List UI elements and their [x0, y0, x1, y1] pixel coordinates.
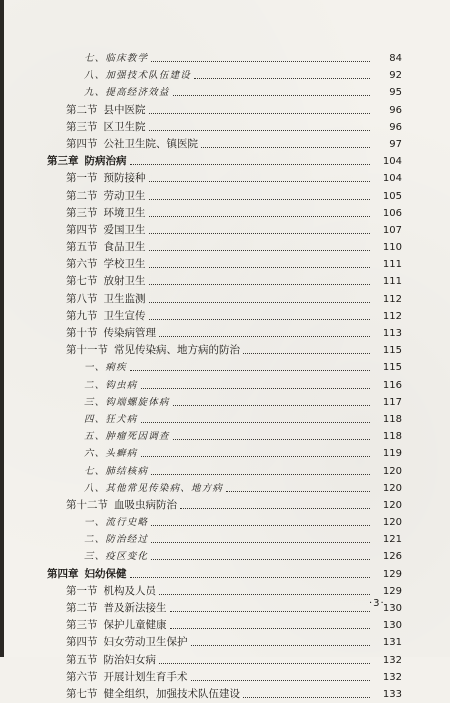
- toc-page-number: 105: [382, 190, 402, 202]
- toc-section-number: 第十二节: [66, 498, 108, 511]
- toc-section-number: 第一节: [66, 172, 98, 185]
- toc-section-number: 第三节: [66, 120, 98, 133]
- toc-dot-leader: [149, 319, 370, 320]
- toc-page-number: 107: [382, 224, 402, 236]
- toc-page-number: 106: [382, 207, 402, 219]
- toc-section-number: 第四章: [47, 567, 79, 580]
- toc-entry-row: [0, 170, 450, 187]
- toc-entry-label: [66, 170, 146, 187]
- toc-page-number: 95: [389, 87, 402, 99]
- toc-page-number: 132: [382, 671, 402, 683]
- toc-entry-label: [84, 84, 170, 101]
- toc-entry-title: 八、其他常见传染病、地方病: [84, 482, 224, 494]
- toc-section-number: 第六节: [66, 670, 98, 683]
- toc-entry-row: [0, 239, 450, 256]
- toc-dot-leader: [141, 422, 370, 423]
- toc-entry-label: [84, 480, 223, 497]
- toc-entry-label: [66, 188, 146, 205]
- toc-entry-label: [84, 67, 191, 84]
- toc-page-number: 121: [382, 534, 402, 546]
- toc-entry-label: [84, 359, 127, 376]
- toc-entry-label: [66, 239, 146, 256]
- toc-page-number: 96: [389, 104, 402, 116]
- toc-section-number: 第九节: [66, 309, 98, 322]
- toc-dot-leader: [173, 95, 370, 96]
- toc-entry-title: 妇女劳动卫生保护: [103, 636, 188, 649]
- toc-entry-label: [66, 102, 146, 119]
- toc-page-number: 131: [382, 637, 402, 649]
- toc-section-number: 第二节: [66, 602, 98, 614]
- toc-page-number: 115: [382, 345, 402, 357]
- toc-section-number: 第三章: [47, 155, 79, 168]
- toc-dot-leader: [149, 233, 370, 234]
- toc-entry-label: [84, 445, 138, 462]
- toc-section-number: 第五节: [66, 653, 98, 666]
- toc-entry-row: [0, 84, 450, 101]
- toc-entry-title: 七、肺结核病: [84, 465, 149, 477]
- toc-entry-title: 机构及人员: [103, 584, 156, 597]
- toc-page-number: 120: [382, 482, 402, 494]
- toc-entry-row: [0, 67, 450, 84]
- toc-entry-title: 卫生监测: [103, 292, 146, 305]
- toc-entry-label: [66, 308, 146, 325]
- toc-dot-leader: [149, 113, 370, 114]
- toc-entry-row: [0, 617, 450, 634]
- toc-entry-label: [66, 342, 240, 359]
- toc-section-number: 第五节: [66, 241, 98, 254]
- toc-entry-title: 放射卫生: [103, 275, 146, 288]
- toc-dot-leader: [149, 250, 370, 251]
- toc-page-number: 129: [382, 568, 402, 580]
- toc-entry-title: 六、头癣病: [84, 448, 138, 460]
- toc-entry-title: 卫生宣传: [103, 309, 146, 322]
- toc-entry-row: [0, 136, 450, 153]
- toc-section-number: 第三节: [66, 206, 98, 219]
- toc-page-number: 104: [382, 156, 402, 168]
- toc-section-number: 第二节: [66, 189, 98, 202]
- toc-entry-title: 防治妇女病: [103, 653, 156, 666]
- toc-entry-label: [84, 377, 138, 394]
- toc-entry-row: [0, 188, 450, 205]
- toc-dot-leader: [151, 559, 370, 560]
- toc-dot-leader: [170, 611, 370, 612]
- toc-dot-leader: [130, 370, 370, 371]
- toc-entry-label: [47, 153, 127, 170]
- toc-entry-title: 环境卫生: [103, 206, 146, 219]
- toc-entry-title: 一、流行史略: [84, 517, 149, 529]
- toc-dot-leader: [201, 147, 370, 148]
- toc-page-number: 96: [389, 121, 402, 133]
- toc-page-number: 97: [389, 138, 402, 150]
- toc-entry-title: 开展计划生育手术: [103, 670, 188, 683]
- toc-entry-title: 妇幼保健: [84, 567, 127, 580]
- toc-entry-row: [0, 686, 450, 703]
- toc-page-number: 126: [382, 551, 402, 563]
- toc-chapter-row: [0, 153, 450, 170]
- toc-entry-label: [66, 273, 146, 290]
- toc-entry-title: 五、肿瘤死因调查: [84, 431, 170, 443]
- toc-section-number: 第七节: [66, 687, 98, 700]
- toc-entry-title: 八、加强技术队伍建设: [84, 70, 192, 82]
- toc-entry-title: 爱国卫生: [103, 223, 146, 236]
- toc-entry-row: [0, 428, 450, 445]
- toc-chapter-row: [0, 566, 450, 583]
- toc-section-number: 第一节: [66, 584, 98, 597]
- toc-dot-leader: [151, 542, 370, 543]
- toc-dot-leader: [180, 508, 370, 509]
- toc-entry-title: 食品卫生: [103, 241, 146, 254]
- toc-dot-leader: [159, 663, 370, 664]
- toc-page-number: 111: [382, 259, 402, 271]
- toc-entry-title: 公社卫生院、镇医院: [103, 137, 198, 150]
- toc-dot-leader: [243, 353, 370, 354]
- toc-entry-row: [0, 394, 450, 411]
- toc-dot-leader: [191, 680, 370, 681]
- toc-entry-label: [66, 205, 146, 222]
- toc-entry-row: [0, 273, 450, 290]
- toc-entry-row: [0, 377, 450, 394]
- toc-dot-leader: [151, 61, 370, 62]
- toc-entry-row: [0, 222, 450, 239]
- toc-dot-leader: [170, 628, 370, 629]
- toc-dot-leader: [194, 78, 370, 79]
- toc-dot-leader: [149, 181, 370, 182]
- toc-page-number: 113: [382, 328, 402, 339]
- toc-section-number: 第四节: [66, 137, 98, 150]
- toc-entry-title: 健全组织，加强技术队伍建设: [103, 687, 240, 700]
- toc-entry-label: [84, 463, 148, 480]
- toc-entry-label: [66, 652, 156, 669]
- toc-entry-label: [84, 394, 170, 411]
- toc-dot-leader: [149, 267, 370, 268]
- toc-dot-leader: [159, 336, 370, 337]
- toc-entry-title: 学校卫生: [103, 258, 146, 271]
- toc-entry-row: [0, 634, 450, 651]
- toc-page-number: 110: [382, 242, 402, 254]
- toc-page-number: 133: [382, 688, 402, 700]
- toc-dot-leader: [149, 284, 370, 285]
- toc-entry-label: [66, 583, 156, 600]
- toc-section-number: 第十节: [66, 327, 98, 339]
- toc-entry-title: 二、钩虫病: [84, 379, 138, 391]
- toc-dot-leader: [149, 302, 370, 303]
- toc-section-number: 第四节: [66, 636, 98, 649]
- toc-entry-title: 劳动卫生: [103, 189, 146, 202]
- toc-entry-row: [0, 102, 450, 119]
- toc-dot-leader: [173, 405, 370, 406]
- toc-entry-title: 常见传染病、地方病的防治: [114, 344, 240, 357]
- toc-entry-title: 三、钩端螺旋体病: [84, 396, 170, 408]
- toc-entry-title: 四、狂犬病: [84, 413, 138, 425]
- toc-page-number: 132: [382, 654, 402, 666]
- toc-page-number: 118: [382, 413, 402, 425]
- toc-page-number: 84: [389, 53, 402, 64]
- toc-entry-row: [0, 205, 450, 222]
- toc-entry-label: [84, 548, 148, 565]
- toc-entry-row: [0, 50, 450, 67]
- toc-entry-title: 三、疫区变化: [84, 551, 149, 563]
- toc-entry-title: 保护儿童健康: [103, 619, 167, 632]
- toc-dot-leader: [130, 164, 370, 165]
- toc-dot-leader: [159, 594, 370, 595]
- toc-entry-row: [0, 652, 450, 669]
- toc-entry-title: 七、临床教学: [84, 53, 149, 64]
- toc-dot-leader: [243, 697, 370, 698]
- toc-entry-title: 传染病管理: [103, 327, 156, 339]
- toc-entry-label: [84, 411, 138, 428]
- toc-entry-title: 九、提高经济效益: [84, 87, 170, 99]
- toc-entry-row: [0, 359, 450, 376]
- toc-entry-row: [0, 445, 450, 462]
- toc-dot-leader: [149, 216, 370, 217]
- toc-dot-leader: [130, 577, 370, 578]
- toc-entry-title: 预防接种: [103, 172, 146, 185]
- toc-dot-leader: [141, 456, 370, 457]
- toc-entry-title: 区卫生院: [103, 120, 146, 133]
- toc-dot-leader: [151, 525, 370, 526]
- toc-page-number: 112: [382, 293, 402, 305]
- toc-dot-leader: [226, 491, 370, 492]
- toc-entry-row: [0, 463, 450, 480]
- toc-entry-row: [0, 480, 450, 497]
- toc-page-number: 130: [382, 620, 402, 632]
- toc-entry-row: [0, 531, 450, 548]
- toc-entry-row: [0, 325, 450, 342]
- toc-page-number: 117: [382, 396, 402, 408]
- toc-dot-leader: [191, 645, 370, 646]
- toc-entry-title: 血吸虫病防治: [114, 498, 177, 511]
- toc-entry-row: [0, 256, 450, 273]
- toc-entry-label: [84, 50, 148, 67]
- toc-entry-label: [66, 119, 146, 136]
- toc-entry-row: [0, 514, 450, 531]
- toc-entry-label: [47, 566, 127, 583]
- toc-section-number: 第十一节: [66, 344, 108, 357]
- toc-section-number: 第四节: [66, 223, 98, 236]
- toc-entry-label: [66, 634, 188, 651]
- toc-page-number: 116: [382, 379, 402, 391]
- toc-entry-label: [66, 291, 146, 308]
- toc-page-number: 120: [382, 517, 402, 529]
- toc-page-number: 129: [382, 585, 402, 597]
- toc-entry-row: [0, 497, 450, 514]
- toc-dot-leader: [149, 199, 370, 200]
- toc-entry-label: [66, 325, 156, 342]
- toc-entry-label: [66, 497, 177, 514]
- toc-dot-leader: [149, 130, 370, 131]
- toc-entry-label: [66, 669, 188, 686]
- toc-entry-label: [66, 686, 240, 703]
- toc-page-number: 120: [382, 499, 402, 511]
- toc-entry-label: [66, 222, 146, 239]
- toc-page-number: 104: [382, 173, 402, 185]
- toc-entry-row: [0, 548, 450, 565]
- toc-page-number: 130: [382, 603, 402, 614]
- toc-page-number: 92: [389, 70, 402, 82]
- toc-section-number: 第七节: [66, 275, 98, 288]
- toc-entry-title: 二、防治经过: [84, 534, 149, 546]
- page-number-footer: ·3·: [369, 598, 385, 609]
- toc-entry-row: [0, 342, 450, 359]
- toc-section-number: 第二节: [66, 103, 98, 116]
- toc-section-number: 第三节: [66, 619, 98, 632]
- toc-page-number: 118: [382, 431, 402, 443]
- toc-page-number: 120: [382, 465, 402, 477]
- toc-entry-label: [84, 531, 148, 548]
- toc-dot-leader: [151, 474, 370, 475]
- toc-dot-leader: [173, 439, 370, 440]
- toc-page-number: 119: [382, 448, 402, 460]
- toc-entry-row: [0, 308, 450, 325]
- toc-entry-title: 普及新法接生: [103, 602, 167, 614]
- toc-entry-row: [0, 119, 450, 136]
- toc-entry-label: [66, 600, 167, 617]
- toc-entry-label: [84, 514, 148, 531]
- toc-entry-label: [84, 428, 170, 445]
- toc-entry-title: 防病治病: [84, 155, 127, 168]
- toc-entry-label: [66, 617, 167, 634]
- toc-entry-row: [0, 291, 450, 308]
- toc-dot-leader: [141, 388, 370, 389]
- toc-page-number: 111: [382, 276, 402, 288]
- toc-page-number: 115: [382, 362, 402, 374]
- toc-entry-label: [66, 256, 146, 273]
- toc-entry-row: [0, 411, 450, 428]
- toc-entry-title: 县中医院: [103, 103, 146, 116]
- toc-page-number: 112: [382, 310, 402, 322]
- toc-entry-label: [66, 136, 198, 153]
- toc-section-number: 第六节: [66, 258, 98, 271]
- toc-entry-title: 一、痢疾: [84, 362, 127, 374]
- toc-entry-row: [0, 669, 450, 686]
- toc-section-number: 第八节: [66, 292, 98, 305]
